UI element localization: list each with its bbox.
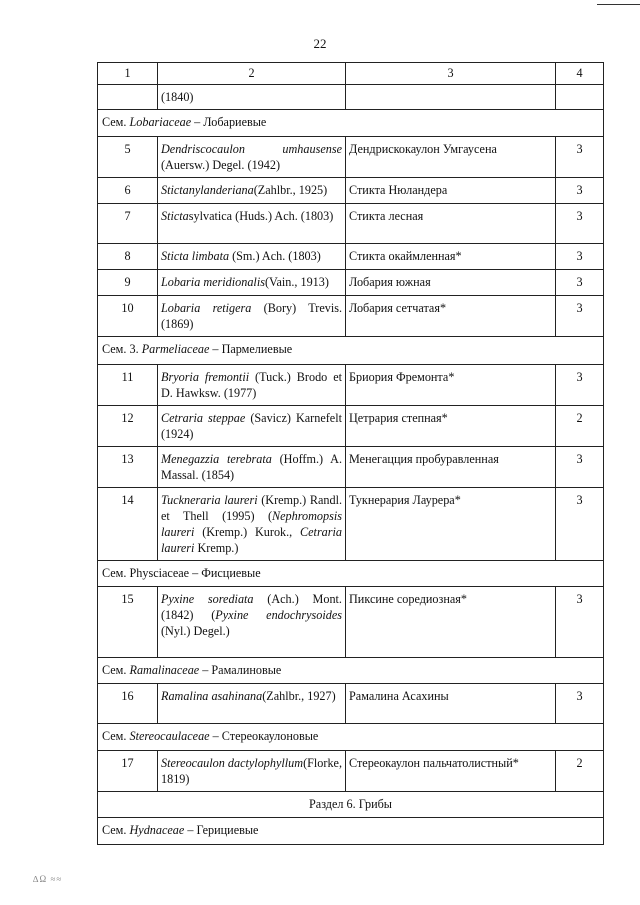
species-row — [98, 488, 604, 561]
family-row — [98, 724, 604, 751]
species-russian-name: Бриория Фремонта* — [346, 365, 556, 406]
species-row — [98, 178, 604, 204]
species-latin-name: Stictasylvatica (Huds.) Ach. (1803) — [158, 204, 346, 244]
species-number: 6 — [98, 178, 158, 204]
species-status: 3 — [556, 137, 604, 178]
species-latin-name: Menegazzia terebrata (Hoffm.) A. Massal. (1854) — [158, 447, 346, 488]
family-name: Сем. Stereocaulaceae – Стереокаулоновые — [98, 724, 604, 751]
species-row — [98, 587, 604, 658]
species-row — [98, 270, 604, 296]
species-latin-name: Sticta limbata (Sm.) Ach. (1803) — [158, 244, 346, 270]
species-latin-name: (1840) — [158, 85, 346, 110]
species-latin-name: Lobaria meridionalis(Vain., 1913) — [158, 270, 346, 296]
species-status: 3 — [556, 587, 604, 658]
species-latin-name: Dendriscocaulon umhausense (Auersw.) Degel. (1942) — [158, 137, 346, 178]
species-status: 3 — [556, 244, 604, 270]
footer-mark: ∆Ω ≈≈ — [33, 874, 63, 884]
species-table-body — [98, 63, 604, 845]
species-number: 8 — [98, 244, 158, 270]
species-status: 3 — [556, 296, 604, 337]
species-number: 10 — [98, 296, 158, 337]
family-row — [98, 110, 604, 137]
family-row — [98, 561, 604, 587]
species-latin-name: Pyxine sorediata (Ach.) Mont. (1842) (Pyxine endochrysoides (Nyl.) Degel.) — [158, 587, 346, 658]
species-row — [98, 137, 604, 178]
species-number: 15 — [98, 587, 158, 658]
species-number — [98, 85, 158, 110]
family-name: Сем. Lobariaceae – Лобариевые — [98, 110, 604, 137]
species-russian-name: Лобария сетчатая* — [346, 296, 556, 337]
species-latin-name: Tucknerаria laureri (Kremp.) Randl. et Thell (1995) (Nephromopsis laureri (Kremp.) Kurok., Cetraria laureri Kremp.) — [158, 488, 346, 561]
species-number: 16 — [98, 684, 158, 724]
header-col-latin: 2 — [158, 63, 346, 85]
species-status: 3 — [556, 447, 604, 488]
species-status: 3 — [556, 684, 604, 724]
species-russian-name: Стикта окаймленная* — [346, 244, 556, 270]
family-name: Сем. Physciaceae – Фисциевые — [98, 561, 604, 587]
species-russian-name: Стереокаулон пальчатолистный* — [346, 751, 556, 792]
species-row — [98, 365, 604, 406]
species-russian-name: Рамалина Асахины — [346, 684, 556, 724]
species-status: 3 — [556, 178, 604, 204]
header-col-number: 1 — [98, 63, 158, 85]
section-title: Раздел 6. Грибы — [98, 792, 604, 818]
species-row — [98, 244, 604, 270]
family-name: Сем. Hydnaceae – Герициевые — [98, 818, 604, 845]
species-status — [556, 85, 604, 110]
species-russian-name: Стикта лесная — [346, 204, 556, 244]
species-number: 7 — [98, 204, 158, 244]
species-russian-name — [346, 85, 556, 110]
species-latin-name: Ramalina asahinana(Zahlbr., 1927) — [158, 684, 346, 724]
species-russian-name: Тукнерария Лаурера* — [346, 488, 556, 561]
species-number: 12 — [98, 406, 158, 447]
family-name: Сем. 3. Parmeliaceae – Пармелиевые — [98, 337, 604, 365]
species-russian-name: Стикта Нюландера — [346, 178, 556, 204]
family-row — [98, 658, 604, 684]
species-status: 3 — [556, 204, 604, 244]
family-row — [98, 818, 604, 845]
species-number: 5 — [98, 137, 158, 178]
species-latin-name: Lobaria retigera (Bory) Trevis. (1869) — [158, 296, 346, 337]
species-russian-name: Пиксине соредиозная* — [346, 587, 556, 658]
species-russian-name: Цетрария степная* — [346, 406, 556, 447]
species-number: 17 — [98, 751, 158, 792]
species-latin-name: Stereocaulon dactylophyllum(Florke, 1819) — [158, 751, 346, 792]
species-status: 3 — [556, 488, 604, 561]
species-row — [98, 85, 604, 110]
species-russian-name: Дендрискокаулон Умгаусена — [346, 137, 556, 178]
species-latin-name: Bryoria fremontii (Tuck.) Brodo et D. Hawksw. (1977) — [158, 365, 346, 406]
corner-rule — [597, 4, 640, 5]
species-number: 13 — [98, 447, 158, 488]
species-table — [97, 62, 604, 845]
family-row — [98, 337, 604, 365]
species-number: 14 — [98, 488, 158, 561]
species-row — [98, 204, 604, 244]
species-status: 3 — [556, 270, 604, 296]
species-row — [98, 751, 604, 792]
page-number: 22 — [313, 36, 327, 51]
header-row — [98, 63, 604, 85]
species-row — [98, 447, 604, 488]
species-latin-name: Stictanylanderiana(Zahlbr., 1925) — [158, 178, 346, 204]
species-russian-name: Лобария южная — [346, 270, 556, 296]
species-latin-name: Cetraria steppae (Savicz) Karnefelt (1924) — [158, 406, 346, 447]
species-number: 11 — [98, 365, 158, 406]
species-status: 3 — [556, 365, 604, 406]
species-status: 2 — [556, 751, 604, 792]
species-number: 9 — [98, 270, 158, 296]
header-col-russian: 3 — [346, 63, 556, 85]
species-russian-name: Менегацция пробуравленная — [346, 447, 556, 488]
species-row — [98, 296, 604, 337]
species-status: 2 — [556, 406, 604, 447]
header-col-status: 4 — [556, 63, 604, 85]
species-row — [98, 684, 604, 724]
family-name: Сем. Ramalinaceae – Рамалиновые — [98, 658, 604, 684]
species-row — [98, 406, 604, 447]
section-row — [98, 792, 604, 818]
